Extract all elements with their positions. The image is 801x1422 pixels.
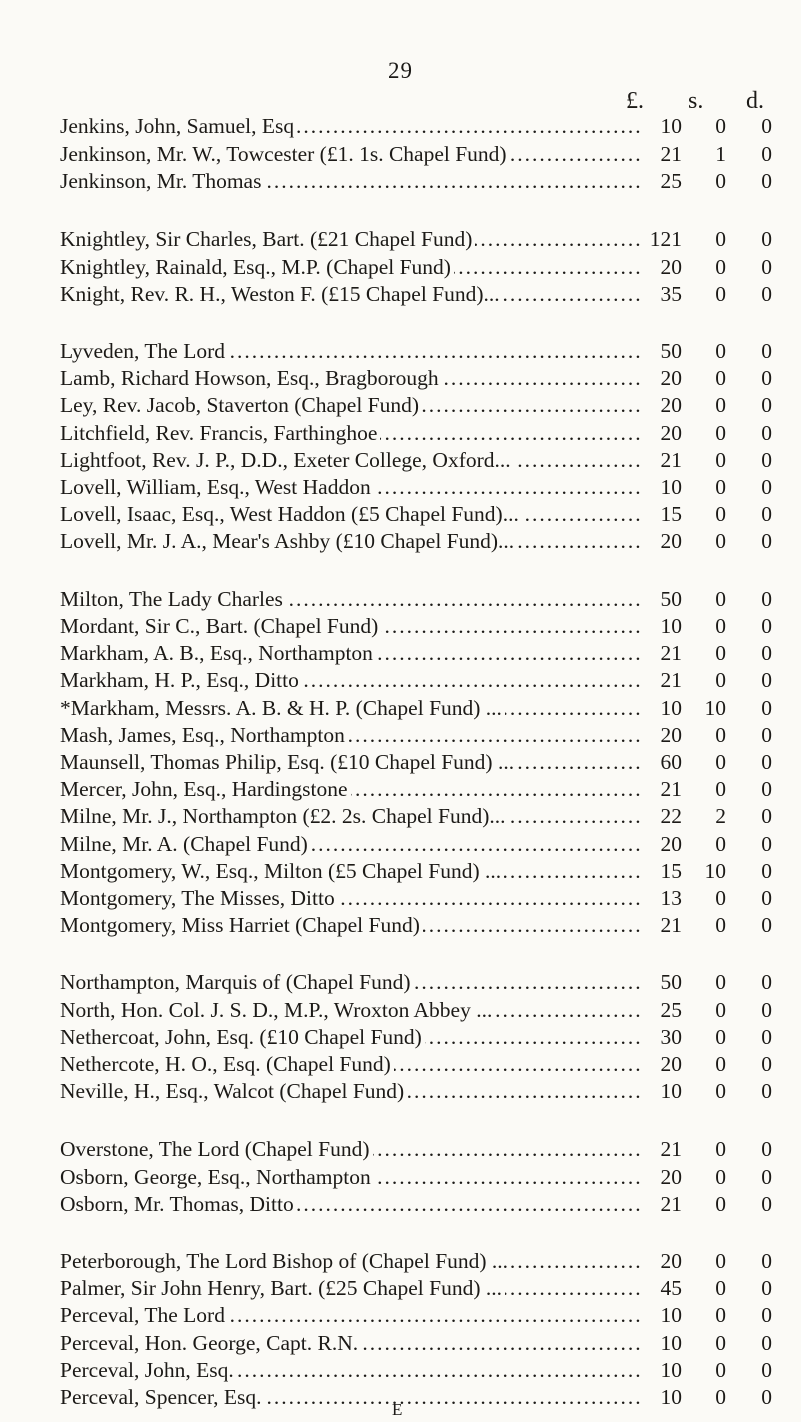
pounds-amount: 21 — [660, 1137, 682, 1161]
pounds-column-heading: £. — [626, 88, 644, 114]
shillings-amount: 0 — [715, 913, 726, 937]
shillings-amount: 0 — [715, 1025, 726, 1049]
pence-amount: 0 — [761, 668, 772, 692]
pounds-amount: 50 — [660, 970, 682, 994]
shillings-amount: 0 — [715, 998, 726, 1022]
pence-amount: 0 — [761, 1385, 772, 1409]
pence-amount: 0 — [761, 1358, 772, 1382]
list-item — [60, 1162, 780, 1192]
subscriber-name — [60, 1246, 644, 1276]
signature-mark: E — [392, 1400, 403, 1419]
pounds-amount: 20 — [660, 421, 682, 445]
pounds-amount: 50 — [660, 339, 682, 363]
subscriber-name-text: Lightfoot, Rev. J. P., D.D., Exeter College, Oxford... — [60, 448, 514, 472]
shillings-amount: 0 — [715, 723, 726, 747]
subscriber-name-text: Litchfield, Rev. Francis, Farthinghoe — [60, 421, 380, 445]
list-item — [60, 1189, 780, 1219]
shillings-amount: 0 — [715, 502, 726, 526]
pence-amount: 0 — [761, 421, 772, 445]
pence-amount: 0 — [761, 614, 772, 638]
pounds-amount: 10 — [660, 1331, 682, 1355]
list-item — [60, 1355, 780, 1385]
subscriber-name — [60, 1382, 644, 1412]
pounds-amount: 10 — [660, 1385, 682, 1409]
subscriber-name — [60, 638, 644, 668]
pence-amount: 0 — [761, 832, 772, 856]
pounds-amount: 21 — [660, 668, 682, 692]
subscriber-name-text: Milne, Mr. A. (Chapel Fund) — [60, 832, 311, 856]
list-item — [60, 801, 780, 831]
shillings-amount: 0 — [715, 393, 726, 417]
shillings-amount: 0 — [715, 1303, 726, 1327]
pence-amount: 0 — [761, 529, 772, 553]
pounds-amount: 20 — [660, 832, 682, 856]
shillings-amount: 0 — [715, 227, 726, 251]
subscriber-name-text: Overstone, The Lord (Chapel Fund) — [60, 1137, 373, 1161]
subscriber-name — [60, 584, 644, 614]
pence-amount: 0 — [761, 282, 772, 306]
subscriber-name — [60, 1076, 644, 1106]
subscriber-name — [60, 1134, 644, 1164]
subscriber-name — [60, 336, 644, 366]
subscriber-name-text: Lovell, Isaac, Esq., West Haddon (£5 Chapel Fund)... — [60, 502, 522, 526]
pounds-amount: 35 — [660, 282, 682, 306]
list-item — [60, 1076, 780, 1106]
pence-amount: 0 — [761, 886, 772, 910]
list-item — [60, 774, 780, 804]
subscriber-name-text: Markham, H. P., Esq., Ditto — [60, 668, 302, 692]
subscriber-name-text: North, Hon. Col. J. S. D., M.P., Wroxton Abbey ... — [60, 998, 495, 1022]
shillings-column-heading: s. — [688, 88, 704, 114]
pence-amount: 0 — [761, 1025, 772, 1049]
subscriber-name-text: Milne, Mr. J., Northampton (£2. 2s. Chapel Fund)... — [60, 804, 509, 828]
subscriber-name-text: Palmer, Sir John Henry, Bart. (£25 Chapel Fund) ... — [60, 1276, 505, 1300]
shillings-amount: 0 — [715, 587, 726, 611]
shillings-amount: 0 — [715, 1385, 726, 1409]
pounds-amount: 21 — [660, 777, 682, 801]
pounds-amount: 30 — [660, 1025, 682, 1049]
shillings-amount: 0 — [715, 1052, 726, 1076]
subscriber-name-text: Lyveden, The Lord — [60, 339, 228, 363]
list-item — [60, 418, 780, 448]
list-item — [60, 1049, 780, 1079]
shillings-amount: 0 — [715, 886, 726, 910]
subscriber-name-text: Mercer, John, Esq., Hardingstone — [60, 777, 351, 801]
list-item — [60, 883, 780, 913]
list-item — [60, 720, 780, 750]
pence-amount: 0 — [761, 1165, 772, 1189]
subscriber-name — [60, 166, 644, 196]
subscriber-name-text: Jenkinson, Mr. Thomas — [60, 169, 264, 193]
subscriber-name — [60, 856, 644, 886]
subscriber-name — [60, 390, 644, 420]
pence-amount: 0 — [761, 1137, 772, 1161]
subscriber-name-text: Mordant, Sir C., Bart. (Chapel Fund) — [60, 614, 381, 638]
pounds-amount: 20 — [660, 529, 682, 553]
subscriber-name-text: Montgomery, W., Esq., Milton (£5 Chapel Fund) ... — [60, 859, 504, 883]
pounds-amount: 10 — [660, 696, 682, 720]
subscriber-name — [60, 967, 644, 997]
list-item — [60, 967, 780, 997]
subscriber-name — [60, 418, 644, 448]
subscriber-name-text: Nethercoat, John, Esq. (£10 Chapel Fund) — [60, 1025, 425, 1049]
subscriber-name-text: Neville, H., Esq., Walcot (Chapel Fund) — [60, 1079, 407, 1103]
pounds-amount: 15 — [660, 502, 682, 526]
subscriber-name-text: Peterborough, The Lord Bishop of (Chapel Fund) ... — [60, 1249, 511, 1273]
shillings-amount: 0 — [715, 668, 726, 692]
pence-amount: 0 — [761, 1192, 772, 1216]
pounds-amount: 22 — [660, 804, 682, 828]
list-item — [60, 1273, 780, 1303]
shillings-amount: 0 — [715, 448, 726, 472]
subscriber-name — [60, 995, 644, 1025]
shillings-amount: 0 — [715, 1137, 726, 1161]
pence-amount: 0 — [761, 502, 772, 526]
subscriber-name — [60, 279, 644, 309]
shillings-amount: 0 — [715, 1249, 726, 1273]
subscriber-name-text: Ley, Rev. Jacob, Staverton (Chapel Fund) — [60, 393, 422, 417]
pounds-amount: 20 — [660, 1052, 682, 1076]
subscriber-name — [60, 910, 644, 940]
pence-amount: 0 — [761, 804, 772, 828]
pounds-amount: 60 — [660, 750, 682, 774]
list-item — [60, 611, 780, 641]
list-item — [60, 445, 780, 475]
pence-amount: 0 — [761, 339, 772, 363]
list-item — [60, 526, 780, 556]
subscriber-name — [60, 111, 644, 141]
subscriber-name — [60, 526, 644, 556]
subscriber-name-text: Perceval, Hon. George, Capt. R.N. — [60, 1331, 361, 1355]
list-item — [60, 1134, 780, 1164]
subscriber-name — [60, 1328, 644, 1358]
pounds-amount: 21 — [660, 1192, 682, 1216]
subscriber-name-text: *Markham, Messrs. A. B. & H. P. (Chapel Fund) ... — [60, 696, 505, 720]
pence-amount: 0 — [761, 587, 772, 611]
subscriber-name-text: Knight, Rev. R. H., Weston F. (£15 Chapel Fund)... — [60, 282, 503, 306]
subscriber-name — [60, 472, 644, 502]
pence-amount: 0 — [761, 227, 772, 251]
pounds-amount: 25 — [660, 998, 682, 1022]
list-item — [60, 856, 780, 886]
pounds-amount: 50 — [660, 587, 682, 611]
subscriber-name — [60, 363, 644, 393]
list-item — [60, 390, 780, 420]
pounds-amount: 10 — [660, 1303, 682, 1327]
pounds-amount: 10 — [660, 614, 682, 638]
pounds-amount: 20 — [660, 366, 682, 390]
pence-amount: 0 — [761, 114, 772, 138]
subscriber-name-text: Perceval, The Lord — [60, 1303, 228, 1327]
pounds-amount: 45 — [660, 1276, 682, 1300]
list-item — [60, 1300, 780, 1330]
shillings-amount: 0 — [715, 641, 726, 665]
shillings-amount: 0 — [715, 255, 726, 279]
subscriber-name — [60, 1022, 644, 1052]
list-item — [60, 252, 780, 282]
subscriber-name — [60, 252, 644, 282]
list-item — [60, 472, 780, 502]
pence-amount: 0 — [761, 696, 772, 720]
subscriber-name — [60, 774, 644, 804]
subscriber-name — [60, 1300, 644, 1330]
subscriber-name-text: Montgomery, The Misses, Ditto — [60, 886, 338, 910]
subscriber-name-text: Jenkins, John, Samuel, Esq — [60, 114, 297, 138]
subscriber-name — [60, 883, 644, 913]
pounds-amount: 21 — [660, 142, 682, 166]
subscriber-name — [60, 801, 644, 831]
shillings-amount: 0 — [715, 282, 726, 306]
pence-amount: 0 — [761, 750, 772, 774]
shillings-amount: 0 — [715, 832, 726, 856]
pence-amount: 0 — [761, 448, 772, 472]
shillings-amount: 0 — [715, 1192, 726, 1216]
subscriber-name — [60, 224, 644, 254]
list-item — [60, 693, 780, 723]
pounds-amount: 21 — [660, 641, 682, 665]
pounds-amount: 21 — [660, 448, 682, 472]
subscriber-name — [60, 139, 644, 169]
pounds-amount: 20 — [660, 723, 682, 747]
pence-amount: 0 — [761, 723, 772, 747]
pounds-amount: 10 — [660, 475, 682, 499]
list-item — [60, 584, 780, 614]
subscriber-name-text: Maunsell, Thomas Philip, Esq. (£10 Chapel Fund) ... — [60, 750, 517, 774]
list-item — [60, 363, 780, 393]
pounds-amount: 21 — [660, 913, 682, 937]
pence-amount: 0 — [761, 913, 772, 937]
shillings-amount: 0 — [715, 970, 726, 994]
subscriber-name — [60, 1162, 644, 1192]
list-item — [60, 1246, 780, 1276]
list-item — [60, 747, 780, 777]
subscriber-name — [60, 499, 644, 529]
pence-amount: 0 — [761, 1303, 772, 1327]
subscriber-name-text: Markham, A. B., Esq., Northampton — [60, 641, 376, 665]
pounds-amount: 20 — [660, 1249, 682, 1273]
pence-amount: 0 — [761, 255, 772, 279]
subscriber-name — [60, 1355, 644, 1385]
pounds-amount: 25 — [660, 169, 682, 193]
list-item — [60, 1022, 780, 1052]
subscriber-name-text: Osborn, Mr. Thomas, Ditto — [60, 1192, 297, 1216]
pence-amount: 0 — [761, 393, 772, 417]
shillings-amount: 0 — [715, 614, 726, 638]
pence-amount: 0 — [761, 1052, 772, 1076]
list-item — [60, 336, 780, 366]
pounds-amount: 10 — [660, 114, 682, 138]
list-item — [60, 1328, 780, 1358]
list-item — [60, 279, 780, 309]
list-item — [60, 111, 780, 141]
subscriber-name-text: Milton, The Lady Charles — [60, 587, 286, 611]
pence-amount: 0 — [761, 142, 772, 166]
subscriber-name — [60, 445, 644, 475]
shillings-amount: 0 — [715, 529, 726, 553]
subscriber-name-text: Nethercote, H. O., Esq. (Chapel Fund) — [60, 1052, 394, 1076]
subscriber-name-text: Lamb, Richard Howson, Esq., Bragborough — [60, 366, 442, 390]
subscriber-name-text: Perceval, Spencer, Esq. — [60, 1385, 265, 1409]
pounds-amount: 20 — [660, 255, 682, 279]
pounds-amount: 20 — [660, 393, 682, 417]
subscriber-name — [60, 747, 644, 777]
shillings-amount: 0 — [715, 750, 726, 774]
pounds-amount: 10 — [660, 1358, 682, 1382]
pence-column-heading: d. — [746, 88, 764, 114]
pence-amount: 0 — [761, 1079, 772, 1103]
shillings-amount: 0 — [715, 169, 726, 193]
list-item — [60, 829, 780, 859]
list-item — [60, 638, 780, 668]
subscriber-name — [60, 693, 644, 723]
pence-amount: 0 — [761, 970, 772, 994]
shillings-amount: 1 — [715, 142, 726, 166]
list-item — [60, 665, 780, 695]
subscriber-name-text: Jenkinson, Mr. W., Towcester (£1. 1s. Chapel Fund) — [60, 142, 510, 166]
pounds-amount: 15 — [660, 859, 682, 883]
subscriber-name-text: Lovell, Mr. J. A., Mear's Ashby (£10 Chapel Fund)... — [60, 529, 517, 553]
subscriber-name-text: Knightley, Sir Charles, Bart. (£21 Chapel Fund) — [60, 227, 475, 251]
pence-amount: 0 — [761, 1331, 772, 1355]
pence-amount: 0 — [761, 777, 772, 801]
pence-amount: 0 — [761, 366, 772, 390]
subscriber-name-text: Perceval, John, Esq. — [60, 1358, 237, 1382]
list-item — [60, 910, 780, 940]
pounds-amount: 20 — [660, 1165, 682, 1189]
pounds-amount: 121 — [649, 227, 682, 251]
shillings-amount: 0 — [715, 1276, 726, 1300]
pence-amount: 0 — [761, 859, 772, 883]
subscriber-name — [60, 665, 644, 695]
pence-amount: 0 — [761, 998, 772, 1022]
subscriber-name — [60, 1273, 644, 1303]
shillings-amount: 0 — [715, 475, 726, 499]
shillings-amount: 0 — [715, 421, 726, 445]
shillings-amount: 0 — [715, 1358, 726, 1382]
list-item — [60, 139, 780, 169]
subscriber-name — [60, 1049, 644, 1079]
pence-amount: 0 — [761, 641, 772, 665]
list-item — [60, 995, 780, 1025]
pence-amount: 0 — [761, 169, 772, 193]
subscriber-name-text: Knightley, Rainald, Esq., M.P. (Chapel Fund) — [60, 255, 454, 279]
list-item — [60, 224, 780, 254]
subscriber-name — [60, 720, 644, 750]
pence-amount: 0 — [761, 1276, 772, 1300]
pence-amount: 0 — [761, 1249, 772, 1273]
page-number: 29 — [388, 58, 413, 83]
pence-amount: 0 — [761, 475, 772, 499]
shillings-amount: 0 — [715, 777, 726, 801]
shillings-amount: 2 — [715, 804, 726, 828]
subscriber-name-text: Montgomery, Miss Harriet (Chapel Fund) — [60, 913, 423, 937]
subscriber-name-text: Mash, James, Esq., Northampton — [60, 723, 348, 747]
pounds-amount: 10 — [660, 1079, 682, 1103]
shillings-amount: 0 — [715, 1165, 726, 1189]
shillings-amount: 0 — [715, 339, 726, 363]
pounds-amount: 13 — [660, 886, 682, 910]
shillings-amount: 0 — [715, 1079, 726, 1103]
list-item — [60, 1382, 780, 1412]
shillings-amount: 0 — [715, 1331, 726, 1355]
shillings-amount: 0 — [715, 114, 726, 138]
subscriber-name-text: Northampton, Marquis of (Chapel Fund) — [60, 970, 414, 994]
subscriber-name — [60, 611, 644, 641]
list-item — [60, 499, 780, 529]
shillings-amount: 10 — [704, 859, 726, 883]
list-item — [60, 166, 780, 196]
shillings-amount: 10 — [704, 696, 726, 720]
subscriber-name-text: Osborn, George, Esq., Northampton — [60, 1165, 374, 1189]
subscriber-name — [60, 1189, 644, 1219]
subscriber-name — [60, 829, 644, 859]
subscriber-name-text: Lovell, William, Esq., West Haddon — [60, 475, 374, 499]
shillings-amount: 0 — [715, 366, 726, 390]
